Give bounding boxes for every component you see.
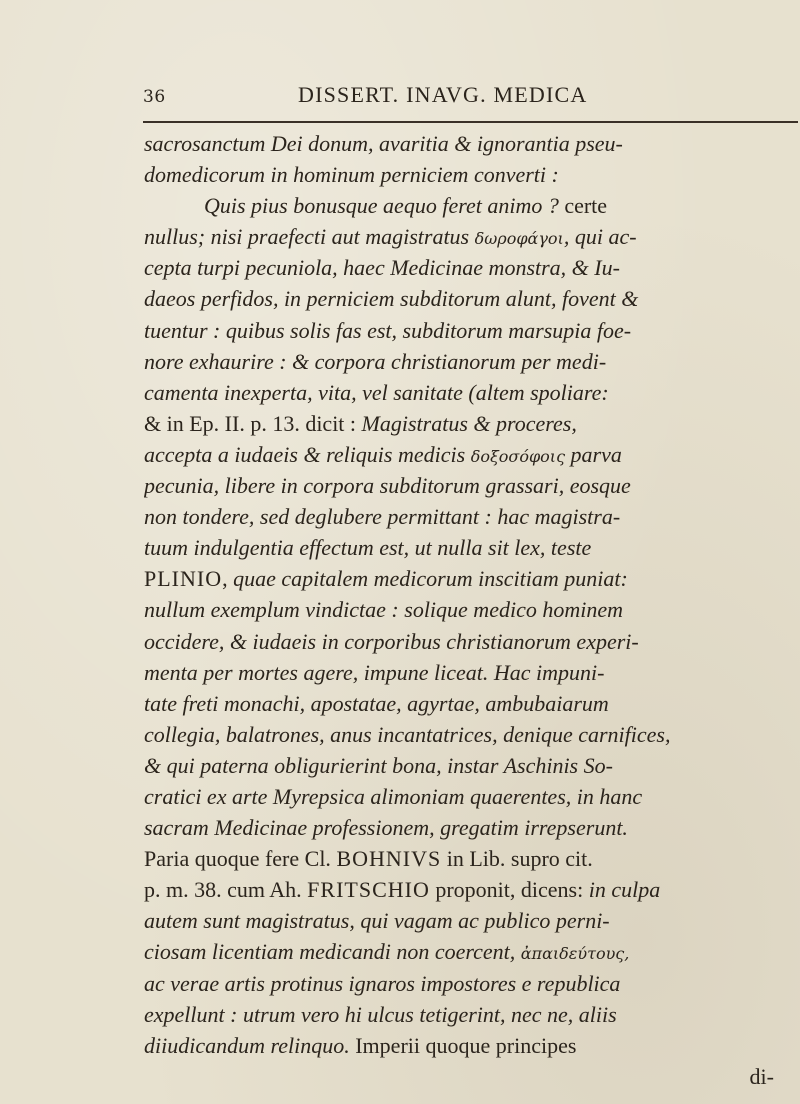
- text-line: [144, 874, 774, 905]
- text-segment: , qui ac-: [563, 224, 637, 250]
- text-segment: Quis pius bonusque aequo feret animo ?: [204, 193, 559, 219]
- text-line: [144, 750, 774, 781]
- text-segment: nullum exemplum vindictae : solique medico hominem: [144, 597, 623, 623]
- text-segment: tate freti monachi, apostatae, agyrtae, ambubaiarum: [144, 690, 609, 716]
- text-segment: tuum indulgentia effectum est, ut nulla sit lex, teste: [144, 535, 592, 561]
- greek-word: δοξοσόφοις: [470, 446, 566, 466]
- text-segment: sacram Medicinae professionem, gregatim irrepserunt.: [144, 815, 628, 841]
- text-line: [144, 968, 774, 999]
- text-segment: p. m. 38. cum Ah.: [144, 877, 308, 903]
- text-line: [144, 159, 774, 190]
- text-line: [144, 1030, 774, 1061]
- text-segment: non tondere, sed deglubere permittant : hac magistra-: [144, 504, 621, 530]
- author-name: PLINIO: [144, 566, 223, 592]
- text-segment: & in Ep. II. p. 13. dicit :: [144, 410, 362, 436]
- text-segment: quae capitalem medicorum inscitiam puniat:: [233, 566, 628, 592]
- body-text: [144, 128, 774, 1092]
- text-line: [144, 657, 774, 688]
- text-segment: cepta turpi pecuniola, haec Medicinae monstra, & Iu-: [144, 255, 620, 281]
- text-segment: sacrosanctum Dei donum, avaritia & ignorantia pseu-: [144, 131, 623, 156]
- text-line: [144, 532, 774, 563]
- header-rule: [143, 121, 798, 123]
- text-line: [144, 346, 774, 377]
- text-segment: ac verae artis protinus ignaros impostores e republica: [144, 970, 621, 996]
- running-head: DISSERT. INAVG. MEDICA: [298, 82, 588, 107]
- text-segment: ,: [222, 566, 234, 592]
- text-segment: Paria quoque fere Cl.: [144, 846, 337, 872]
- text-segment: collegia, balatrones, anus incantatrices, denique carnifices,: [144, 721, 671, 747]
- text-segment: proponit, dicens:: [429, 877, 589, 903]
- text-segment: daeos perfidos, in perniciem subditorum alunt, fovent &: [144, 286, 639, 312]
- text-line: [144, 252, 774, 283]
- text-segment: tuentur : quibus solis fas est, subditorum marsupia foe-: [144, 317, 632, 343]
- text-segment: parva: [565, 441, 622, 467]
- text-line: [144, 408, 774, 439]
- text-line: [144, 781, 774, 812]
- greek-word: δωροφάγοι: [474, 229, 564, 249]
- text-line: [144, 439, 774, 470]
- text-segment: in culpa: [588, 877, 661, 903]
- text-line: [144, 999, 774, 1030]
- text-line: [144, 626, 774, 657]
- text-line: [144, 190, 774, 221]
- text-line: [144, 501, 774, 532]
- text-segment: & qui paterna obligurierint bona, instar Aschinis So-: [144, 752, 613, 778]
- text-segment: menta per mortes agere, impune liceat.: [144, 659, 489, 685]
- text-segment: Imperii quoque principes: [349, 1032, 577, 1058]
- text-line: [144, 905, 774, 936]
- text-segment: nullus; nisi praefecti aut magistratus: [144, 224, 475, 250]
- text-segment: ciosam licentiam medicandi non coercent,: [144, 939, 521, 965]
- text-segment: cratici ex arte Myrepsica alimoniam quaerentes, in hanc: [144, 783, 643, 809]
- text-segment: pecunia, libere in corpora subditorum grassari, eosque: [144, 473, 631, 499]
- text-segment: certe: [558, 193, 608, 219]
- text-segment: expellunt : utrum vero hi ulcus tetigerint, nec ne, aliis: [144, 1001, 617, 1027]
- text-segment: Magistratus & proceres,: [361, 410, 577, 436]
- greek-word: ἀπαιδεύτους,: [520, 944, 630, 964]
- text-segment: nore exhaurire : & corpora christianorum per medi-: [144, 348, 607, 374]
- text-line: [144, 283, 774, 314]
- author-name: FRITSCHIO: [307, 877, 430, 903]
- text-line: [144, 470, 774, 501]
- text-segment: Hac impuni-: [488, 659, 605, 685]
- text-segment: camenta inexperta, vita, vel sanitate (altem spoliare:: [144, 379, 609, 405]
- text-line: [144, 315, 774, 346]
- page-header: [143, 82, 798, 114]
- text-segment: domedicorum in hominum perniciem converti :: [144, 162, 559, 188]
- text-line: [144, 1061, 774, 1092]
- text-segment: autem sunt magistratus, qui vagam ac publico perni-: [144, 908, 610, 934]
- text-line: [144, 128, 774, 159]
- page-number: 36: [143, 87, 166, 107]
- text-segment: accepta a iudaeis & reliquis medicis: [144, 441, 471, 467]
- text-line: [144, 843, 774, 874]
- text-line: [144, 563, 774, 594]
- text-line: [144, 812, 774, 843]
- text-line: [144, 594, 774, 625]
- text-segment: occidere, & iudaeis in corporibus christianorum experi-: [144, 628, 639, 654]
- author-name: BOHNIVS: [336, 846, 442, 872]
- text-line: [144, 221, 774, 252]
- text-segment: in Lib. supro cit.: [441, 846, 593, 872]
- text-line: [144, 936, 774, 967]
- text-line: [144, 719, 774, 750]
- text-line: [144, 688, 774, 719]
- text-line: [144, 377, 774, 408]
- text-segment: di-: [749, 1063, 774, 1089]
- text-segment: diiudicandum relinquo.: [144, 1032, 350, 1058]
